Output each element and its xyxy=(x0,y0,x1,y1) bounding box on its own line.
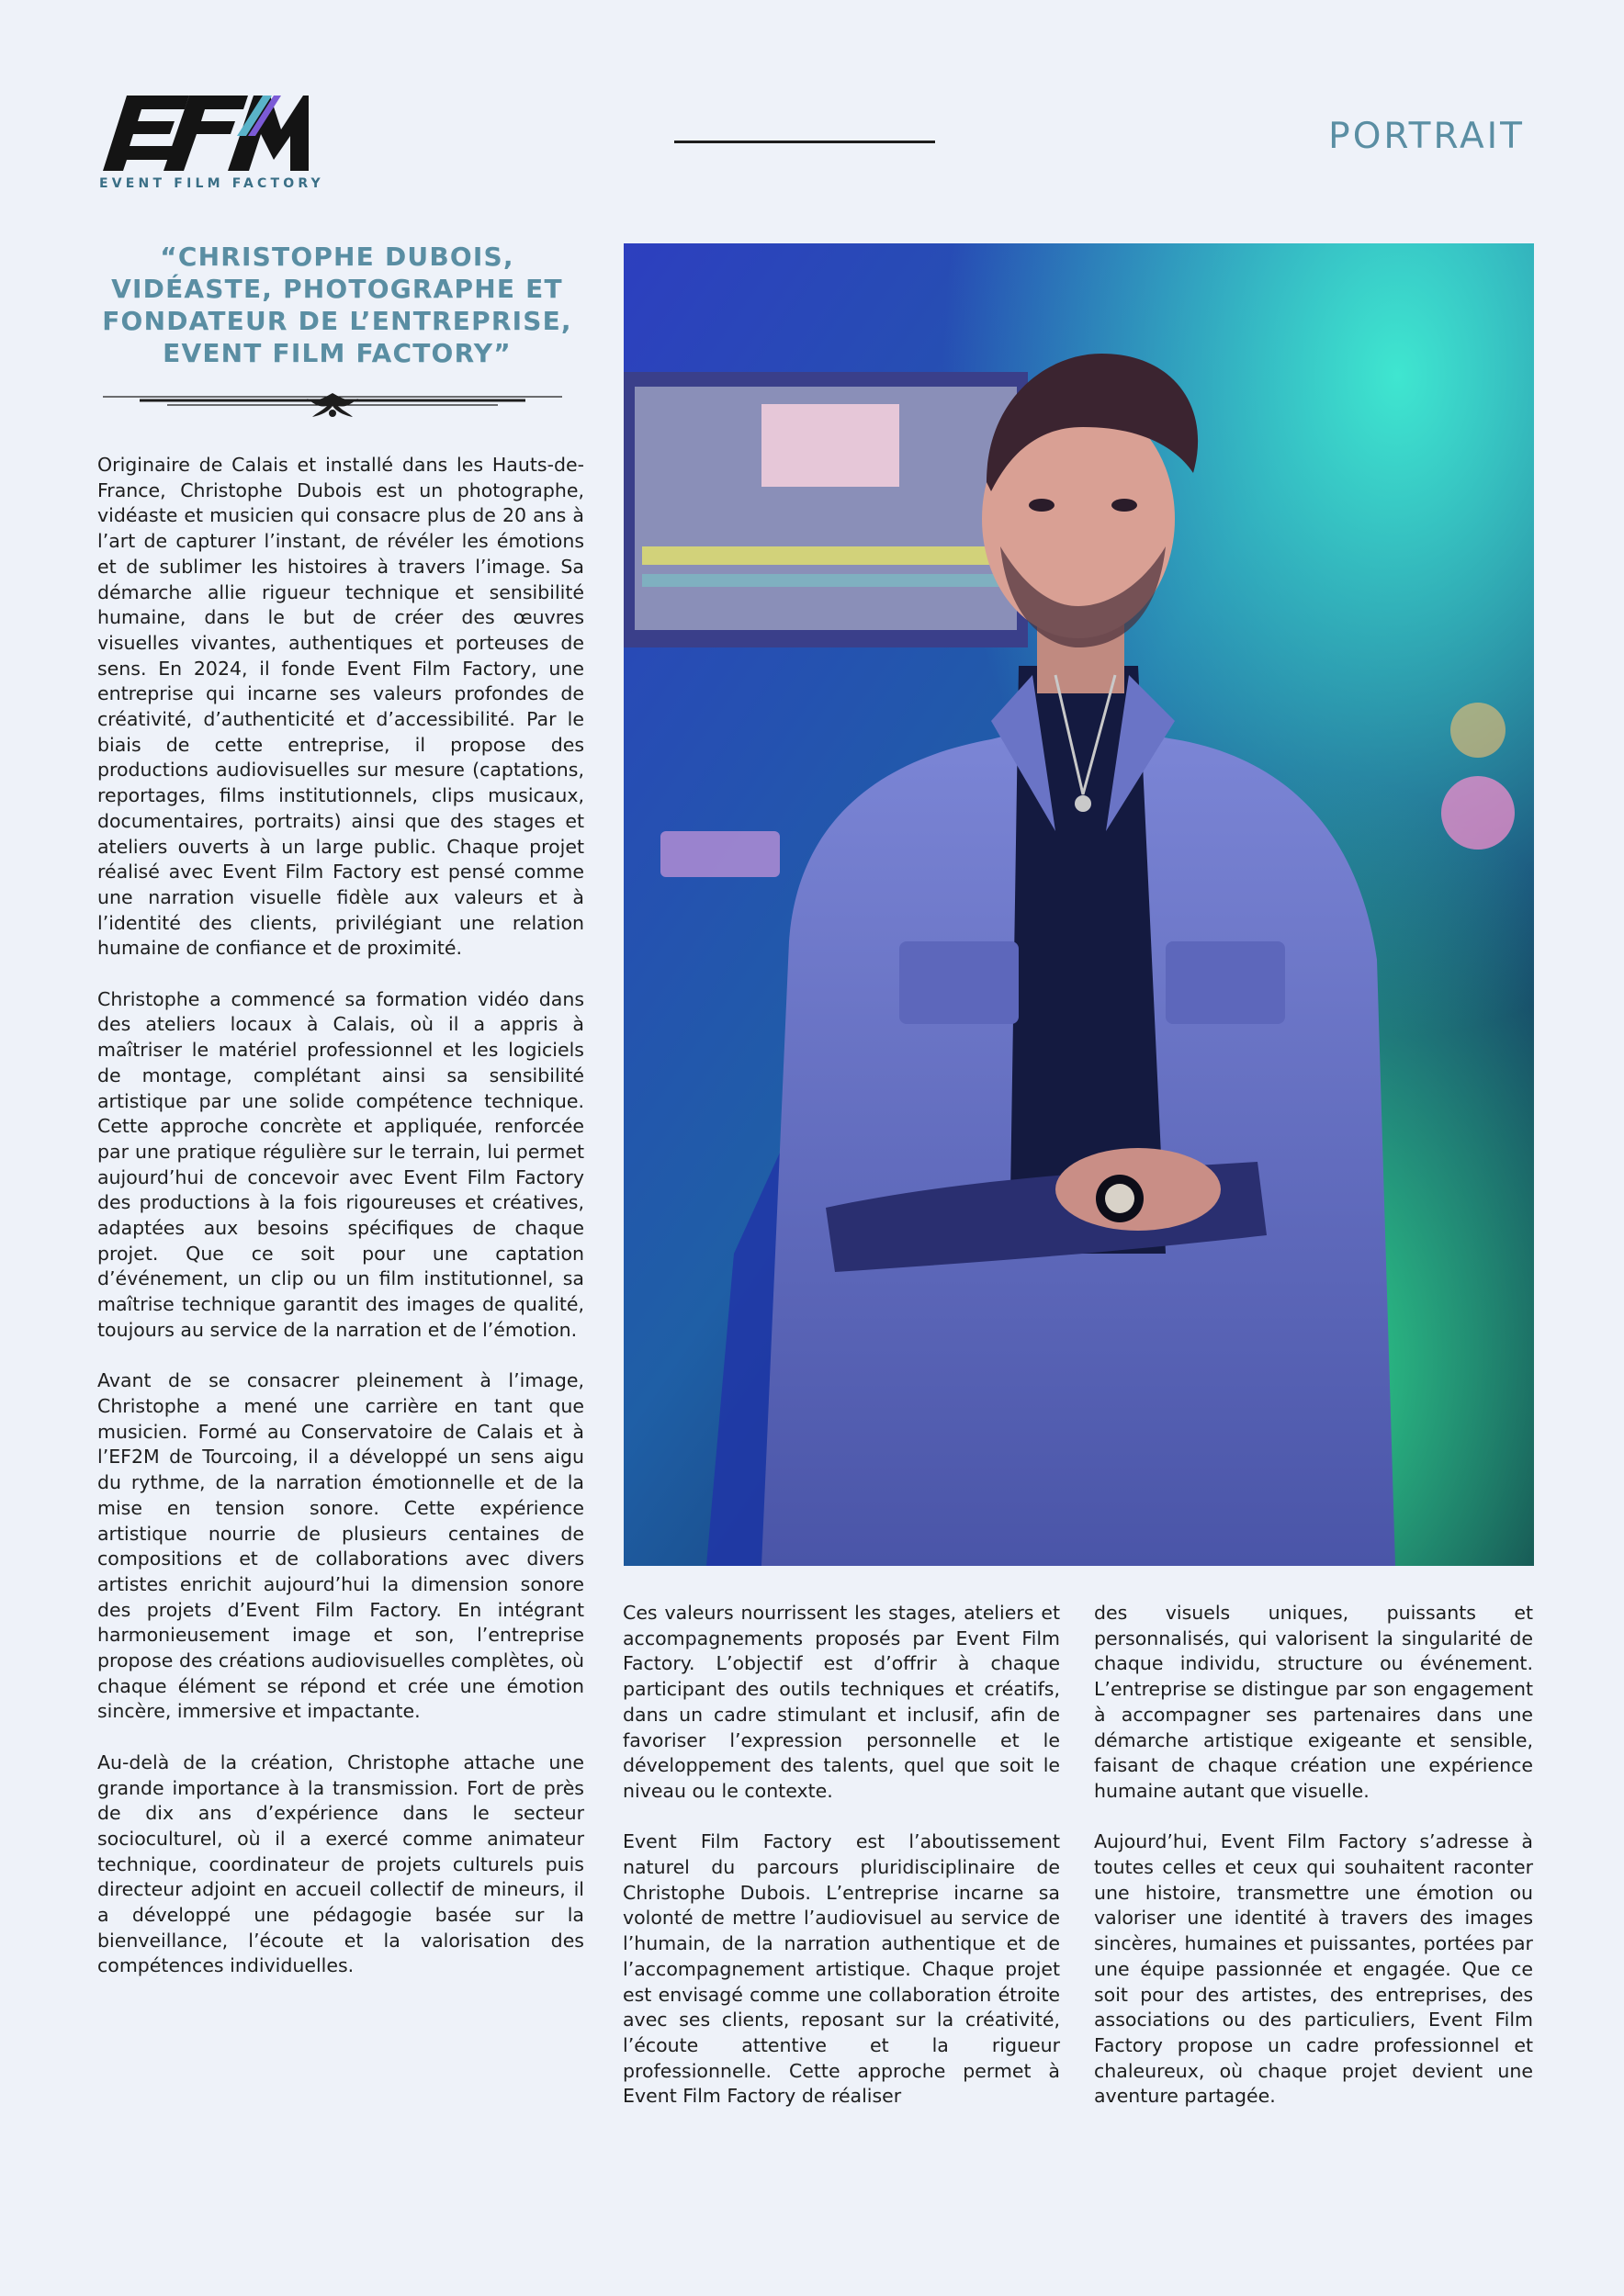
portrait-photo-icon xyxy=(624,243,1534,1566)
body-paragraph: Ces valeurs nourrissent les stages, ateliers et accompagnements proposés par Event Film Factory. L’objectif est d’offrir à chaque participant des outils techniques et créatifs, dans un cadre stimulant et inclusif, afin de favoriser l’expression personnelle et le développement des talents, quel que soit le niveau ou le contexte. xyxy=(623,1602,1060,1802)
brand-logo-text: EVENT FILM FACTORY xyxy=(99,176,324,191)
body-paragraph: Event Film Factory est l’aboutissement naturel du parcours pluridisciplinaire de Christophe Dubois. L’entreprise incarne sa volonté de mettre l’audiovisuel au service de l’humain, de la narration authentique et de l’accompagnement artistique. Chaque projet est envisagé comme une collaboration étroite avec ses clients, reposant sur la créativité, l’écoute attentive et la rigueur professionnelle. Cette approche permet à Event Film Factory de réaliser xyxy=(623,1830,1060,2108)
body-paragraph: des visuels uniques, puissants et personnalisés, qui valorisent la singularité de chaque individu, structure ou événement. L’entreprise se distingue par son engagement à accompagner ses partenaires dans une démarche artistique exigeante et sensible, faisant de chaque création une expérience humaine autant que visuelle. xyxy=(1094,1602,1533,1802)
body-paragraph: Originaire de Calais et installé dans les Hauts-de-France, Christophe Dubois est un photographe, vidéaste et musicien qui consacre plus de 20 ans à l’art de capturer l’instant, de révéler les émotions et de sublimer les histoires à travers l’image. Sa démarche allie rigueur technique et sensibilité humaine, dans le but de créer des œuvres visuelles vivantes, authentiques et porteuses de sens. En 2024, il fonde Event Film Factory, une entreprise qui incarne ses valeurs profondes de créativité, d’authenticité et d’accessibilité. Par le biais de cette entreprise, il propose des productions audiovisuelles sur mesure (captations, reportages, films institutionnels, clips musicaux, documentaires, portraits) ainsi que des stages et ateliers ouverts à un large public. Chaque projet réalisé avec Event Film Factory est pensé comme une narration visuelle fidèle aux valeurs et à l’identité des clients, privilégiant une relation humaine de confiance et de proximité. xyxy=(97,454,584,960)
body-paragraph: Christophe a commencé sa formation vidéo dans des ateliers locaux à Calais, où il a appris à maîtriser le matériel professionnel et les logiciels de montage, complétant ainsi sa sensibilité artistique par une solide compétence technique. Cette approche concrète et appliquée, renforcée par une pratique régulière sur le terrain, lui permet aujourd’hui de concevoir avec Event Film Factory des productions à la fois rigoureuses et créatives, adaptées aux besoins spécifiques de chaque projet. Que ce soit pour une captation d’événement, un clip ou un film institutionnel, sa maîtrise technique garantit des images de qualité, toujours au service de la narration et de l’émotion. xyxy=(97,987,584,1341)
middle-column xyxy=(623,1601,1060,2110)
left-column xyxy=(97,453,584,1979)
brand-logo xyxy=(99,88,324,197)
ornament-divider-icon xyxy=(103,386,562,424)
right-column xyxy=(1094,1601,1533,2110)
header-rule xyxy=(674,141,935,143)
portrait-photo xyxy=(624,243,1534,1566)
body-paragraph: Aujourd’hui, Event Film Factory s’adresse à toutes celles et ceux qui souhaitent raconter une histoire, transmettre une émotion ou valoriser une identité à travers des images sincères, humaines et puissantes, portées par une équipe passionnée et engagée. Que ce soit pour des artistes, des entreprises, des associations ou des particuliers, Event Film Factory propose un cadre professionnel et chaleureux, où chaque projet devient une aventure partagée. xyxy=(1094,1830,1533,2108)
efm-logo-icon xyxy=(99,88,310,174)
body-paragraph: Avant de se consacrer pleinement à l’image, Christophe a mené une carrière en tant que musicien. Formé au Conservatoire de Calais et à l’EF2M de Tourcoing, il a développé un sens aigu du rythme, de la narration émotionnelle et de la mise en tension sonore. Cette expérience artistique nourrie de plusieurs centaines de compositions et de collaborations avec divers artistes enrichit aujourd’hui la dimension sonore des projets d’Event Film Factory. En intégrant harmonieusement image et son, l’entreprise propose des créations audiovisuelles complètes, où chaque élément se répond et crée une émotion sincère, immersive et impactante. xyxy=(97,1369,584,1723)
pull-quote: “CHRISTOPHE DUBOIS, VIDÉASTE, PHOTOGRAPHE ET FONDATEUR DE L’ENTREPRISE, EVENT FILM FACTORY” xyxy=(102,242,572,368)
section-label: PORTRAIT xyxy=(1328,116,1525,157)
body-paragraph: Au-delà de la création, Christophe attache une grande importance à la transmission. Fort de près de dix ans d’expérience dans le secteur socioculturel, où il a exercé comme animateur technique, coordinateur de projets culturels puis directeur adjoint en accueil collectif de mineurs, il a développé une pédagogie basée sur la bienveillance, l’écoute et la valorisation des compétences individuelles. xyxy=(97,1750,584,1977)
